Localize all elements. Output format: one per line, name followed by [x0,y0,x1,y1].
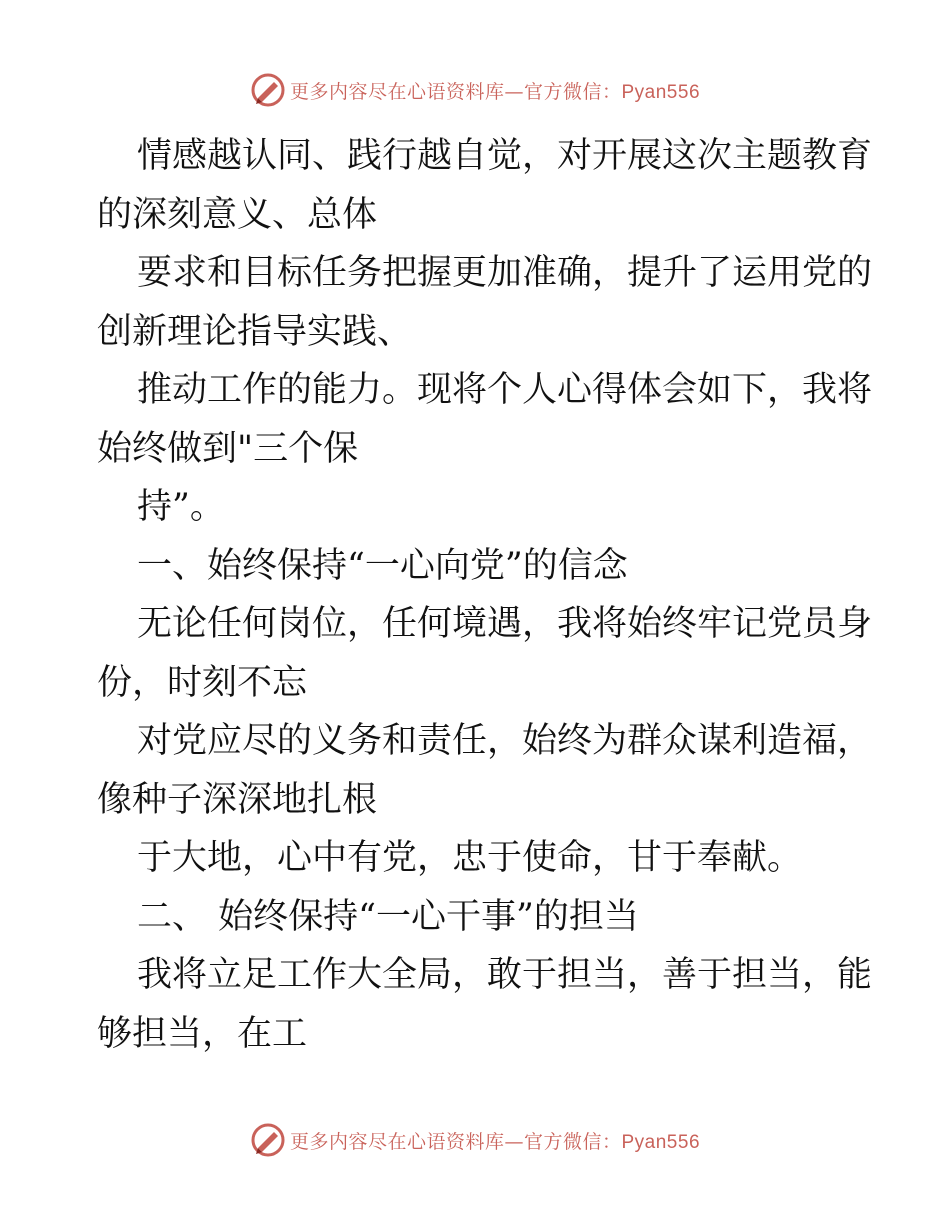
body-line: 情感越认同、践行越自觉，对开展这次主题教育 [137,136,873,176]
footer-watermark-text: 更多内容尽在心语资料库—官方微信：Pyan556 [289,1130,701,1153]
body-line: 要求和目标任务把握更加准确，提升了运用党的 [137,253,873,293]
footer-watermark [0,1120,950,1160]
body-line: 于大地，心中有党，忠于使命，甘于奉献。 [137,838,803,878]
section-heading-2: 二、 始终保持“一心干事”的担当 [137,896,639,937]
body-line: 我将立足工作大全局，敢于担当，善于担当，能 [137,955,873,995]
body-line: 创新理论指导实践、 [97,311,413,352]
body-line: 像种子深深地扎根 [97,779,378,820]
body-line: 持”。 [137,487,225,527]
body-line: 推动工作的能力。现将个人心得体会如下，我将 [137,370,873,410]
body-line: 对党应尽的义务和责任，始终为群众谋利造福， [137,721,873,761]
body-line: 够担当，在工 [97,1013,308,1054]
header-watermark-text: 更多内容尽在心语资料库—官方微信：Pyan556 [289,80,701,103]
body-line: 份，时刻不忘 [97,662,308,703]
pen-logo-icon [250,72,286,108]
body-line: 无论任何岗位，任何境遇，我将始终牢记党员身 [137,604,873,644]
document-body [97,127,873,1063]
pen-logo-icon [250,1122,286,1158]
section-heading-1: 一、始终保持“一心向党”的信念 [137,545,628,586]
body-line: 始终做到"三个保 [97,428,359,469]
body-line: 的深刻意义、总体 [97,194,378,235]
header-watermark [0,70,950,110]
